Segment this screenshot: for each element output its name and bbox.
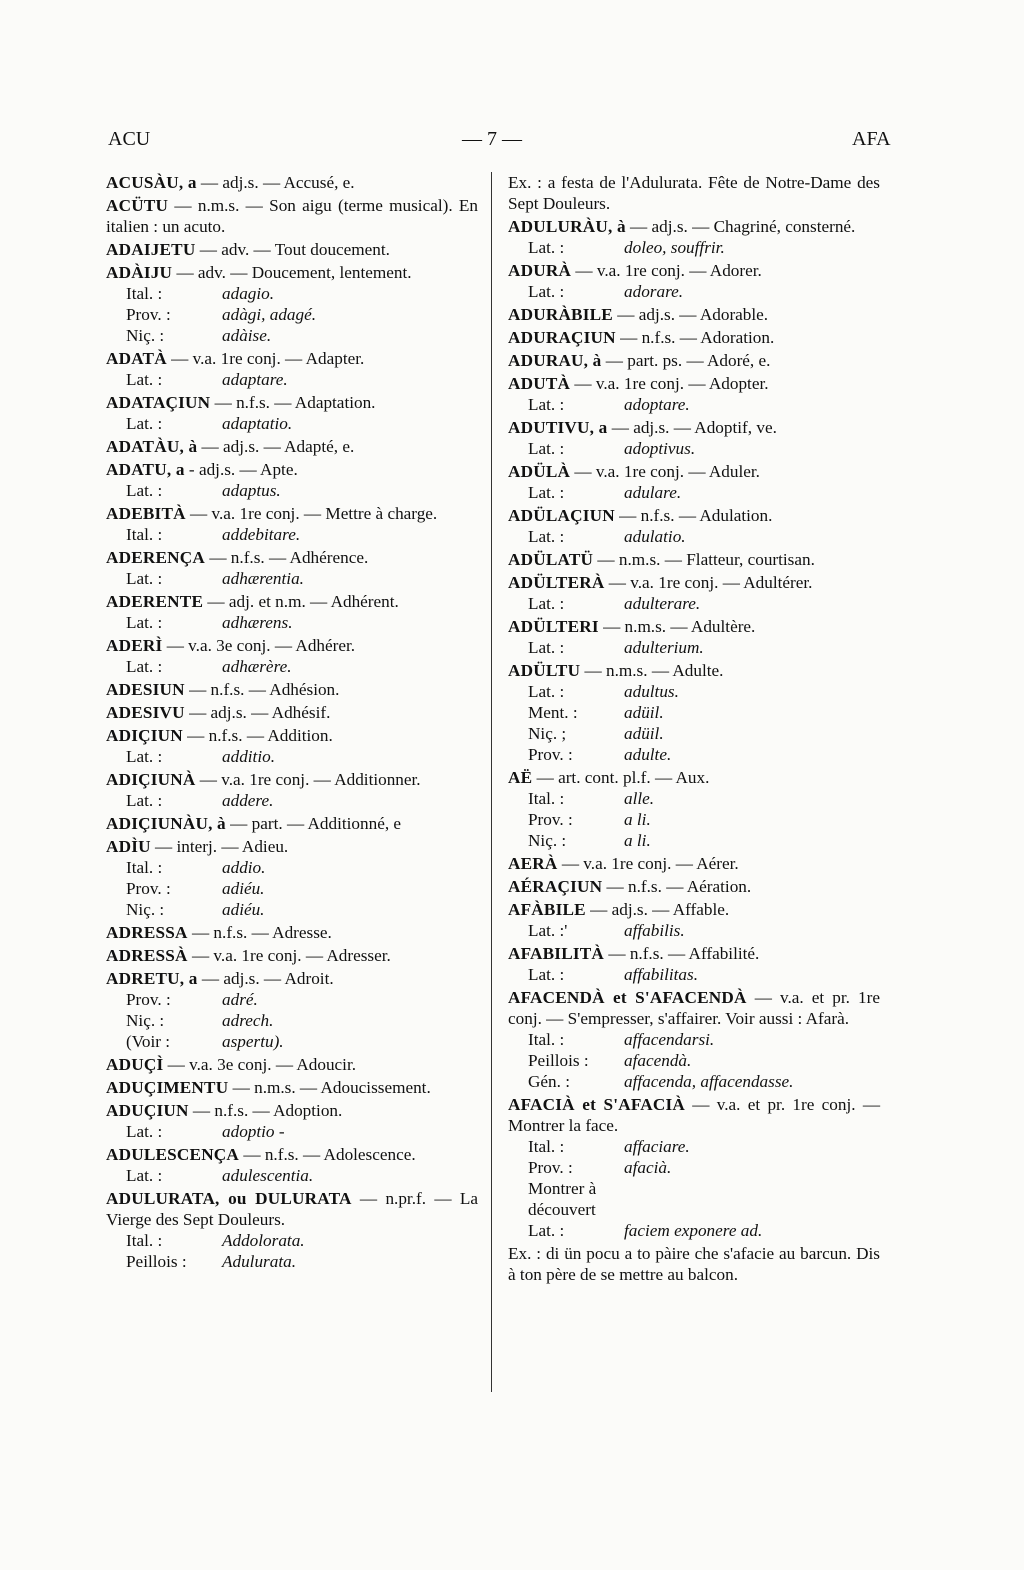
definition: — v.a. 1re conj. — Aérer. — [557, 854, 739, 873]
etymology-line — [508, 482, 880, 503]
etymology-line — [508, 920, 880, 941]
dictionary-entry — [106, 591, 478, 633]
dictionary-entry — [106, 1144, 478, 1186]
dictionary-entry — [508, 943, 880, 985]
etymology-form: affabilis. — [624, 921, 685, 940]
definition: — n.f.s. — Adaptation. — [210, 393, 376, 412]
etymology-form: a li. — [624, 831, 651, 850]
etymology-line — [508, 526, 880, 547]
etymology-form: adulare. — [624, 483, 682, 502]
headword: ADULURÀU, à — [508, 217, 626, 236]
etymology-line — [508, 1050, 880, 1071]
etymology-line — [106, 878, 478, 899]
definition: — interj. — Adieu. — [150, 837, 289, 856]
definition: — v.a. 1re conj. — Adopter. — [570, 374, 769, 393]
dictionary-entry — [106, 922, 478, 943]
right-column — [508, 172, 880, 1287]
dictionary-entry — [508, 660, 880, 765]
etymology-line — [508, 723, 880, 744]
dictionary-entry — [508, 172, 880, 214]
etymology-form: adré. — [222, 990, 258, 1009]
dictionary-entry — [106, 769, 478, 811]
dictionary-entry — [508, 327, 880, 348]
etymology-label: Ital. : — [126, 858, 163, 877]
dictionary-entry — [106, 195, 478, 237]
headword: ADÀIJU — [106, 263, 173, 282]
etymology-line — [106, 369, 478, 390]
definition: — adv. — Tout doucement. — [195, 240, 390, 259]
dictionary-entry — [508, 987, 880, 1092]
headword: ADATAÇIUN — [106, 393, 211, 412]
etymology-label: Lat. : — [126, 791, 163, 810]
definition: — adj.s. — Adroit. — [197, 969, 334, 988]
headword: AERÀ — [508, 854, 558, 873]
headword: ADÜLTERI — [508, 617, 599, 636]
etymology-form: addebitare. — [222, 525, 301, 544]
definition: — n.f.s. — Adulation. — [614, 506, 773, 525]
dictionary-entry — [106, 503, 478, 545]
headword: ADÌU — [106, 837, 151, 856]
definition: — v.a. 1re conj. — Adapter. — [166, 349, 365, 368]
definition: — n.m.s. — Son aigu (terme musical). En italien : un acuto. — [106, 196, 478, 236]
etymology-line — [106, 304, 478, 325]
etymology-label: Ital. : — [126, 1231, 163, 1250]
etymology-label: Niç. : — [126, 900, 165, 919]
etymology-form: Addolorata. — [222, 1231, 305, 1250]
etymology-form: a li. — [624, 810, 651, 829]
etymology-line — [106, 480, 478, 501]
definition: - adj.s. — Apte. — [184, 460, 298, 479]
definition: — n.f.s. — Adresse. — [187, 923, 332, 942]
definition: — n.pr.f. — La Vierge des Sept Douleurs. — [106, 1189, 478, 1229]
etymology-label: Lat. : — [528, 594, 565, 613]
definition: — n.f.s. — Adolescence. — [239, 1145, 416, 1164]
headword: ADIÇIUN — [106, 726, 183, 745]
definition: — v.a. 1re conj. — Adultérer. — [604, 573, 813, 592]
definition: — adj.s. — Chagriné, consterné. — [625, 217, 856, 236]
dictionary-entry — [106, 1188, 478, 1272]
etymology-line — [106, 1251, 478, 1272]
dictionary-entry — [106, 459, 478, 501]
headword: ADÜLÀ — [508, 462, 571, 481]
etymology-label: Lat. : — [126, 569, 163, 588]
etymology-form: adhærentia. — [222, 569, 304, 588]
etymology-line — [508, 1220, 880, 1241]
definition: — n.f.s. — Addition. — [182, 726, 333, 745]
definition: — n.m.s. — Flatteur, courtisan. — [593, 550, 815, 569]
definition: — adv. — Doucement, lentement. — [172, 263, 412, 282]
etymology-line — [106, 899, 478, 920]
etymology-label: Lat. : — [126, 481, 163, 500]
dictionary-entry — [106, 348, 478, 390]
headword: ADÜLTU — [508, 661, 581, 680]
etymology-form: adultus. — [624, 682, 679, 701]
definition: — adj.s. — Accusé, e. — [196, 173, 355, 192]
etymology-label: Gén. : — [528, 1072, 571, 1091]
etymology-line — [508, 964, 880, 985]
etymology-label: Lat. : — [528, 527, 565, 546]
dictionary-entry — [106, 813, 478, 834]
etymology-label: Prov. : — [126, 879, 171, 898]
definition: — n.f.s. — Adoption. — [188, 1101, 343, 1120]
headword: ADULURATA, ou DULURATA — [106, 1189, 352, 1208]
etymology-label: Montrer à découvert — [528, 1179, 597, 1219]
dictionary-entry — [106, 635, 478, 677]
dictionary-entry — [106, 172, 478, 193]
definition: — n.f.s. — Aération. — [602, 877, 752, 896]
dictionary-entry — [508, 899, 880, 941]
definition: — art. cont. pl.f. — Aux. — [532, 768, 710, 787]
dictionary-entry — [508, 260, 880, 302]
definition: — v.a. 1re conj. — Aduler. — [570, 462, 760, 481]
definition: — adj.s. — Affable. — [585, 900, 730, 919]
etymology-form: adoptio - — [222, 1122, 285, 1141]
etymology-form: adulatio. — [624, 527, 686, 546]
etymology-form: adagio. — [222, 284, 275, 303]
headword: ACUSÀU, a — [106, 173, 197, 192]
headword: ADATÀU, à — [106, 437, 198, 456]
headword: AFABILITÀ — [508, 944, 605, 963]
dictionary-entry — [508, 572, 880, 614]
etymology-label: Lat. : — [528, 965, 565, 984]
etymology-line — [106, 1010, 478, 1031]
headword: ADIÇIUNÀ — [106, 770, 196, 789]
headword: ADRESSÀ — [106, 946, 188, 965]
etymology-label: Lat. : — [528, 395, 565, 414]
etymology-label: Niç. : — [528, 831, 567, 850]
dictionary-entry — [106, 436, 478, 457]
etymology-label: (Voir : — [126, 1032, 171, 1051]
dictionary-entry — [508, 505, 880, 547]
etymology-form: adoptare. — [624, 395, 690, 414]
left-column — [106, 172, 478, 1274]
etymology-label: Lat. : — [126, 370, 163, 389]
etymology-label: Lat. : — [528, 483, 565, 502]
definition: — n.m.s. — Adulte. — [580, 661, 724, 680]
dictionary-entry — [508, 616, 880, 658]
dictionary-entry — [508, 1243, 880, 1285]
etymology-form: affacendarsi. — [624, 1030, 715, 1049]
etymology-form: adàise. — [222, 326, 272, 345]
dictionary-entry — [106, 547, 478, 589]
dictionary-entry — [106, 239, 478, 260]
definition: — n.f.s. — Adhésion. — [184, 680, 340, 699]
dictionary-entry — [508, 216, 880, 258]
headword: ACÜTU — [106, 196, 169, 215]
etymology-line — [508, 830, 880, 851]
headword: ADUÇIUN — [106, 1101, 189, 1120]
definition: — v.a. et pr. 1re conj. — Montrer la face. — [508, 1095, 881, 1135]
etymology-form: adoptivus. — [624, 439, 696, 458]
etymology-line — [508, 788, 880, 809]
etymology-label: Ital. : — [126, 525, 163, 544]
etymology-line — [508, 1071, 880, 1092]
headword: ADÜLAÇIUN — [508, 506, 615, 525]
etymology-line — [508, 1136, 880, 1157]
etymology-label: Lat. : — [528, 238, 565, 257]
etymology-form: adüil. — [624, 703, 664, 722]
etymology-form: doleo, souffrir. — [624, 238, 725, 257]
headword: ADESIUN — [106, 680, 185, 699]
etymology-form: adàgi, adagé. — [222, 305, 317, 324]
headword: ADURAU, à — [508, 351, 602, 370]
headword: AFACIÀ et S'AFACIÀ — [508, 1095, 685, 1114]
headword: AÉRAÇIUN — [508, 877, 603, 896]
etymology-line — [106, 1230, 478, 1251]
definition: — adj.s. — Adhésif. — [184, 703, 331, 722]
etymology-line — [106, 656, 478, 677]
etymology-label: Lat. : — [126, 414, 163, 433]
etymology-label: Lat. : — [126, 747, 163, 766]
dictionary-entry — [106, 679, 478, 700]
etymology-line — [508, 681, 880, 702]
etymology-form: affabilitas. — [624, 965, 699, 984]
definition: — v.a. 1re conj. — Adresser. — [187, 946, 391, 965]
etymology-form: adulterium. — [624, 638, 704, 657]
etymology-line — [508, 744, 880, 765]
headword: ADURÀBILE — [508, 305, 613, 324]
etymology-form: afacià. — [624, 1158, 672, 1177]
headword: ADRESSA — [106, 923, 188, 942]
headword: ADÜLATÜ — [508, 550, 594, 569]
etymology-label: Ment. : — [528, 703, 578, 722]
etymology-form: afacendà. — [624, 1051, 692, 1070]
etymology-label: Niç. : — [126, 1011, 165, 1030]
etymology-line — [106, 857, 478, 878]
headword: ADATÀ — [106, 349, 167, 368]
etymology-line — [106, 524, 478, 545]
etymology-form: adaptare. — [222, 370, 288, 389]
dictionary-entry — [508, 1094, 880, 1241]
headword: ADÜLTERÀ — [508, 573, 605, 592]
headword: AFACENDÀ et S'AFACENDÀ — [508, 988, 747, 1007]
etymology-line — [106, 1121, 478, 1142]
etymology-label: Lat. : — [528, 282, 565, 301]
dictionary-entry — [106, 702, 478, 723]
etymology-form: adiéu. — [222, 900, 265, 919]
etymology-label: Lat. : — [528, 439, 565, 458]
etymology-label: Niç. ; — [528, 724, 567, 743]
etymology-line — [508, 281, 880, 302]
etymology-label: Prov. : — [528, 1158, 573, 1177]
etymology-label: Niç. : — [126, 326, 165, 345]
definition: — n.f.s. — Adoration. — [615, 328, 775, 347]
dictionary-entry — [106, 262, 478, 346]
etymology-label: Peillois : — [126, 1252, 187, 1271]
etymology-form: adulterare. — [624, 594, 701, 613]
etymology-label: Lat. : — [126, 657, 163, 676]
dictionary-entry — [106, 836, 478, 920]
etymology-form: alle. — [624, 789, 655, 808]
dictionary-entry — [508, 549, 880, 570]
etymology-line — [106, 283, 478, 304]
etymology-label: Prov. : — [126, 305, 171, 324]
etymology-line — [508, 702, 880, 723]
headword: ADEBITÀ — [106, 504, 186, 523]
headword: ADULESCENÇA — [106, 1145, 240, 1164]
definition: — v.a. 1re conj. — Additionner. — [195, 770, 421, 789]
definition: — n.f.s. — Affabilité. — [604, 944, 760, 963]
dictionary-entry — [106, 1054, 478, 1075]
etymology-form: aspertu). — [222, 1032, 284, 1051]
definition: — v.a. 1re conj. — Adorer. — [571, 261, 762, 280]
headword: ADATU, a — [106, 460, 185, 479]
definition: — n.m.s. — Adultère. — [598, 617, 756, 636]
etymology-form: affacenda, affacendasse. — [624, 1072, 794, 1091]
dictionary-entry — [508, 767, 880, 851]
etymology-form: additio. — [222, 747, 275, 766]
etymology-label: Lat. : — [126, 1166, 163, 1185]
etymology-label: Ital. : — [528, 789, 565, 808]
etymology-form: adaptus. — [222, 481, 281, 500]
dictionary-entry — [508, 461, 880, 503]
etymology-line — [508, 637, 880, 658]
etymology-form: adhærère. — [222, 657, 292, 676]
headword: ADIÇIUNÀU, à — [106, 814, 226, 833]
dictionary-entry — [508, 373, 880, 415]
etymology-form: adhærens. — [222, 613, 293, 632]
etymology-line — [508, 593, 880, 614]
etymology-line — [508, 1157, 880, 1178]
dictionary-entry — [106, 1100, 478, 1142]
etymology-line — [106, 1165, 478, 1186]
page-number: — 7 — — [462, 128, 522, 150]
headword: ADURÀ — [508, 261, 572, 280]
dictionary-entry — [508, 853, 880, 874]
etymology-form: addio. — [222, 858, 266, 877]
column-divider — [491, 172, 492, 1392]
headword: ADURAÇIUN — [508, 328, 616, 347]
etymology-label: Lat. : — [126, 1122, 163, 1141]
headword: ADUTIVU, a — [508, 418, 608, 437]
definition: Ex. : di ün pocu a to pàire che s'afacie au barcun. Dis à ton père de se mettre au balcon. — [508, 1244, 880, 1284]
definition: — adj.s. — Adapté, e. — [197, 437, 355, 456]
etymology-label: Prov. : — [126, 990, 171, 1009]
dictionary-entry — [106, 945, 478, 966]
etymology-label: Peillois : — [528, 1051, 589, 1070]
definition: — n.m.s. — Adoucissement. — [228, 1078, 431, 1097]
etymology-line — [106, 568, 478, 589]
etymology-label: Lat. : — [528, 682, 565, 701]
etymology-line — [106, 790, 478, 811]
definition: — adj.s. — Adoptif, ve. — [607, 418, 777, 437]
definition: — adj. et n.m. — Adhérent. — [203, 592, 399, 611]
dictionary-entry — [508, 304, 880, 325]
definition: — v.a. 3e conj. — Adoucir. — [163, 1055, 357, 1074]
etymology-label: Lat. : — [528, 1221, 565, 1240]
headword: ADESIVU — [106, 703, 185, 722]
definition: — v.a. 1re conj. — Mettre à charge. — [185, 504, 438, 523]
etymology-form: adulescentia. — [222, 1166, 314, 1185]
etymology-line — [106, 325, 478, 346]
etymology-form: adiéu. — [222, 879, 265, 898]
headword: AË — [508, 768, 533, 787]
definition: — part. — Additionné, e — [225, 814, 402, 833]
etymology-form: adüil. — [624, 724, 664, 743]
etymology-form: adorare. — [624, 282, 684, 301]
etymology-form: affaciare. — [624, 1137, 690, 1156]
definition: — n.f.s. — Adhérence. — [205, 548, 369, 567]
dictionary-entry — [508, 417, 880, 459]
definition: — part. ps. — Adoré, e. — [601, 351, 771, 370]
etymology-label: Lat. :' — [528, 921, 568, 940]
running-head-left: ACU — [108, 128, 151, 150]
etymology-line — [508, 809, 880, 830]
headword: ADUÇIMENTU — [106, 1078, 229, 1097]
running-head-right: AFA — [852, 128, 891, 150]
etymology-line — [106, 413, 478, 434]
dictionary-entry — [508, 350, 880, 371]
definition: — v.a. et pr. 1re conj. — S'empresser, s'affairer. Voir aussi : Afarà. — [508, 988, 881, 1028]
etymology-label: Lat. : — [126, 613, 163, 632]
dictionary-entry — [106, 392, 478, 434]
etymology-line — [508, 438, 880, 459]
headword: ADUTÀ — [508, 374, 571, 393]
etymology-line — [508, 237, 880, 258]
headword: AFÀBILE — [508, 900, 586, 919]
etymology-line — [508, 1178, 880, 1220]
dictionary-entry — [106, 725, 478, 767]
etymology-line — [508, 394, 880, 415]
etymology-line — [106, 746, 478, 767]
etymology-label: Prov. : — [528, 810, 573, 829]
etymology-label: Ital. : — [528, 1137, 565, 1156]
headword: ADUÇÌ — [106, 1055, 164, 1074]
headword: ADAIJETU — [106, 240, 196, 259]
etymology-line — [106, 612, 478, 633]
headword: ADRETU, a — [106, 969, 198, 988]
etymology-form: adulte. — [624, 745, 672, 764]
etymology-label: Ital. : — [528, 1030, 565, 1049]
etymology-form: faciem exponere ad. — [624, 1221, 763, 1240]
headword: ADERÌ — [106, 636, 163, 655]
headword: ADERENÇA — [106, 548, 206, 567]
definition: — adj.s. — Adorable. — [612, 305, 769, 324]
definition: — v.a. 3e conj. — Adhérer. — [162, 636, 356, 655]
etymology-label: Ital. : — [126, 284, 163, 303]
definition: Ex. : a festa de l'Adulurata. Fête de Notre-Dame des Sept Douleurs. — [508, 173, 880, 213]
etymology-label: Lat. : — [528, 638, 565, 657]
dictionary-entry — [508, 876, 880, 897]
etymology-line — [508, 1029, 880, 1050]
etymology-line — [106, 1031, 478, 1052]
etymology-form: adaptatio. — [222, 414, 293, 433]
etymology-form: Adulurata. — [222, 1252, 297, 1271]
etymology-line — [106, 989, 478, 1010]
dictionary-entry — [106, 1077, 478, 1098]
etymology-label: Prov. : — [528, 745, 573, 764]
dictionary-entry — [106, 968, 478, 1052]
etymology-form: addere. — [222, 791, 274, 810]
etymology-form: adrech. — [222, 1011, 274, 1030]
headword: ADERENTE — [106, 592, 204, 611]
